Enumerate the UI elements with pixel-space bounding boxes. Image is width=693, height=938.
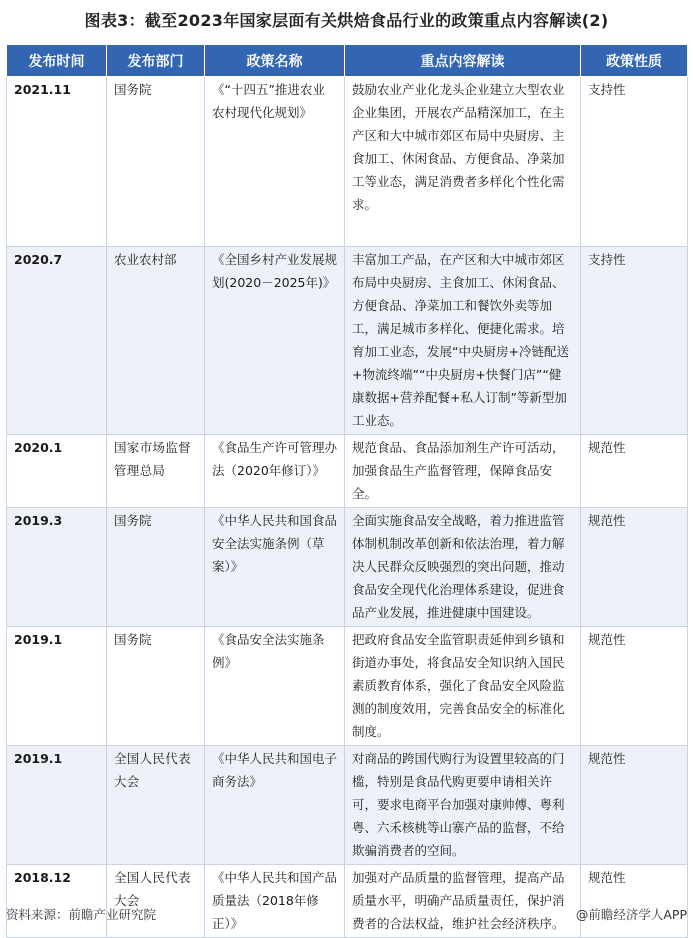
- header-content: 重点内容解读: [345, 45, 581, 77]
- header-date: 发布时间: [7, 45, 107, 77]
- cell-content: 全面实施食品安全战略，着力推进监管体制机制改革创新和依法治理，着力解决人民群众反映强烈的突出问题，推动食品安全现代化治理体系建设，促进食品产业发展，推进健康中国建设。: [345, 508, 581, 627]
- cell-nature: 规范性: [581, 865, 688, 938]
- cell-name: 《“十四五”推进农业农村现代化规划》: [205, 77, 345, 247]
- cell-name: 《中华人民共和国产品质量法（2018年修正）》: [205, 865, 345, 938]
- table-row: [7, 508, 688, 627]
- cell-dept: 全国人民代表大会: [107, 865, 205, 938]
- cell-nature: 规范性: [581, 746, 688, 865]
- cell-nature: 规范性: [581, 435, 688, 508]
- cell-dept: 国家市场监督管理总局: [107, 435, 205, 508]
- cell-content: 丰富加工产品，在产区和大中城市郊区布局中央厨房、主食加工、休闲食品、方便食品、净菜加工和餐饮外卖等加工，满足城市多样化、便捷化需求。培育加工业态，发展“中央厨房+冷链配送+物流终端”“中央厨房+快餐门店”“健康数据+营养配餐+私人订制”等新型加工业态。: [345, 247, 581, 435]
- cell-content: 对商品的跨国代购行为设置里较高的门槛，特别是食品代购更要申请相关许可，要求电商平台加强对康帅傅、粤利粤、六禾核桃等山寨产品的监督，不给欺骗消费者的空间。: [345, 746, 581, 865]
- header-dept: 发布部门: [107, 45, 205, 77]
- cell-date: 2020.7: [7, 247, 107, 435]
- cell-dept: 国务院: [107, 508, 205, 627]
- page-title: 图表3：截至2023年国家层面有关烘焙食品行业的政策重点内容解读(2): [84, 11, 609, 30]
- cell-name: 《食品安全法实施条例》: [205, 627, 345, 746]
- cell-dept: 国务院: [107, 627, 205, 746]
- cell-name: 《中华人民共和国电子商务法》: [205, 746, 345, 865]
- cell-name: 《食品生产许可管理办法（2020年修订）》: [205, 435, 345, 508]
- cell-content: 加强对产品质量的监督管理，提高产品质量水平，明确产品质量责任，保护消费者的合法权益，维护社会经济秩序。: [345, 865, 581, 938]
- cell-date: 2020.1: [7, 435, 107, 508]
- brand-credit: @前瞻经济学人APP: [575, 907, 687, 922]
- cell-dept: 国务院: [107, 77, 205, 247]
- policy-table: [6, 44, 688, 938]
- cell-nature: 支持性: [581, 77, 688, 247]
- table-row: [7, 435, 688, 508]
- cell-date: 2019.1: [7, 627, 107, 746]
- table-row: [7, 247, 688, 435]
- table-row: [7, 746, 688, 865]
- table-row: [7, 865, 688, 938]
- cell-nature: 规范性: [581, 508, 688, 627]
- cell-content: 规范食品、食品添加剂生产许可活动，加强食品生产监督管理，保障食品安全。: [345, 435, 581, 508]
- table-row: [7, 77, 688, 247]
- cell-date: 2019.1: [7, 746, 107, 865]
- cell-nature: 支持性: [581, 247, 688, 435]
- cell-content: 鼓励农业产业化龙头企业建立大型农业企业集团，开展农产品精深加工，在主产区和大中城市郊区布局中央厨房、主食加工、休闲食品、方便食品、净菜加工等业态，满足消费者多样化个性化需求。: [345, 77, 581, 247]
- cell-content: 把政府食品安全监管职责延伸到乡镇和街道办事处，将食品安全知识纳入国民素质教育体系，强化了食品安全风险监测的制度效用，完善食品安全的标准化制度。: [345, 627, 581, 746]
- table-row: [7, 627, 688, 746]
- cell-name: 《全国乡村产业发展规划(2020－2025年)》: [205, 247, 345, 435]
- header-nature: 政策性质: [581, 45, 688, 77]
- cell-dept: 全国人民代表大会: [107, 746, 205, 865]
- header-name: 政策名称: [205, 45, 345, 77]
- cell-date: 2019.3: [7, 508, 107, 627]
- source-note: 资料来源：前瞻产业研究院: [6, 907, 157, 922]
- table-header-row: [7, 45, 688, 77]
- cell-dept: 农业农村部: [107, 247, 205, 435]
- cell-nature: 规范性: [581, 627, 688, 746]
- cell-date: 2021.11: [7, 77, 107, 247]
- cell-date: 2018.12: [7, 865, 107, 938]
- cell-name: 《中华人民共和国食品安全法实施条例（草案）》: [205, 508, 345, 627]
